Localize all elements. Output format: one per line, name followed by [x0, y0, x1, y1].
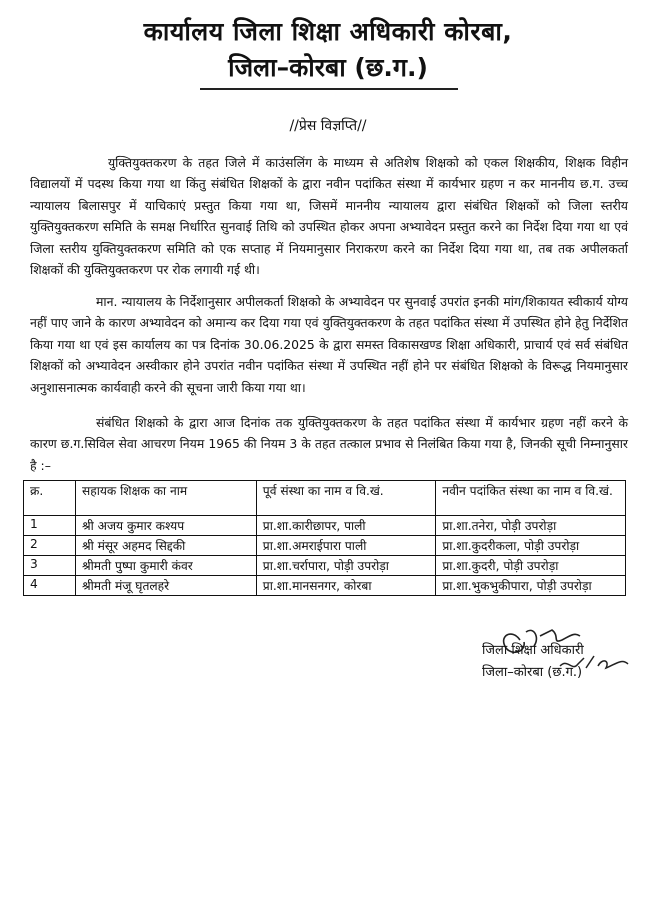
office-title: कार्यालय जिला शिक्षा अधिकारी कोरबा, [143, 17, 513, 46]
cell-new-school: प्रा.शा.तनेरा, पोड़ी उपरोड़ा [436, 516, 626, 536]
col-serial: क्र. [24, 481, 76, 516]
paragraph-2 [30, 291, 628, 398]
cell-serial: 2 [24, 536, 76, 556]
table-row [24, 536, 626, 556]
signatory-designation: जिला शिक्षा अधिकारी [482, 643, 584, 658]
header-underline [200, 88, 458, 90]
signatory-place: जिला–कोरबा (छ.ग.) [482, 665, 583, 680]
cell-previous-school: प्रा.शा.मानसनगर, कोरबा [256, 576, 436, 596]
paragraph-3 [30, 412, 628, 476]
paragraph-1-text: युक्तियुक्तकरण के तहत जिले में काउंसलिंग के माध्यम से अतिशेष शिक्षको को एकल शिक्षकीय, शिक्षक विहीन विद्यालयों में पदस्थ किया गया था किंतु संबंधित शिक्षकों के द्वारा नवीन पदांकित संस्था में कार्यभार ग्रहण न कर माननीय छ.ग. उच्च न्यायालय बिलासपुर में याचिकाएं प्रस्तुत किया गया था, जिसमें माननीय न्यायालय द्वारा संबंधित शिक्षकों को जिला स्तरीय युक्तियुक्तकरण समिति के समक्ष निर्धारित सुनवाई तिथि को उपस्थित होकर अपना अभ्यावेदन प्रस्तुत करने का निर्देश दिया गया था एवं जिला स्तरीय युक्तियुक्तकरण समिति को एक सप्ताह में नियमानुसार निराकरण करने का निर्देश दिया गया था, तब तक अपीलकर्ता शिक्षकों की युक्तियुक्तकरण पर रोक लगायी गई थी। [30, 155, 628, 278]
paragraph-1 [30, 152, 628, 280]
paragraph-3-text: संबंधित शिक्षको के द्वारा आज दिनांक तक युक्तियुक्तकरण के तहत पदांकित संस्था में कार्यभार ग्रहण नहीं करने के कारण छ.ग.सिविल सेवा आचरण नियम 1965 की नियम 3 के तहत तत्काल प्रभाव से निलंबित किया गया है, जिनकी सूची निम्नानुसार है :– [30, 415, 628, 473]
cell-teacher-name: श्रीमती मंजू घृतलहरे [75, 576, 256, 596]
table-header-row [24, 481, 626, 516]
col-teacher-name: सहायक शिक्षक का नाम [75, 481, 256, 516]
cell-teacher-name: श्री अजय कुमार कश्यप [75, 516, 256, 536]
cell-new-school: प्रा.शा.कुदरीकला, पोड़ी उपरोड़ा [436, 536, 626, 556]
table-row [24, 576, 626, 596]
suspended-teachers-table [23, 480, 626, 596]
col-new-school: नवीन पदांकित संस्था का नाम व वि.खं. [436, 481, 626, 516]
cell-teacher-name: श्री मंसूर अहमद सिद्दकी [75, 536, 256, 556]
paragraph-2-text: मान. न्यायालय के निर्देशानुसार अपीलकर्ता शिक्षको के अभ्यावेदन पर सुनवाई उपरांत इनकी मांग/शिकायत स्वीकार्य योग्य नहीं पाए जाने के कारण अभ्यावेदन को अमान्य कर दिया गया एवं युक्तियुक्तकरण के तहत पदांकित संस्था में उपस्थित होने हेतु निर्देशित किया गया था एवं इस कार्यालय का पत्र दिनांक 30.06.2025 के द्वारा समस्त विकासखण्ड शिक्षा अधिकारी, प्राचार्य एवं सर्व संबंधित शिक्षकों को अभ्यावेदन अस्वीकार होने उपरांत नवीन पदांकित संस्था में उपस्थित नहीं होने पर संबंधित शिक्षको के विरूद्ध नियमानुसार अनुशासनात्मक कार्यवाही करने की सूचना जारी किया गया था। [30, 294, 629, 395]
col-previous-school: पूर्व संस्था का नाम व वि.खं. [256, 481, 436, 516]
office-district: जिला–कोरबा (छ.ग.) [228, 53, 428, 82]
table-row [24, 516, 626, 536]
cell-previous-school: प्रा.शा.कारीछापर, पाली [256, 516, 436, 536]
cell-previous-school: प्रा.शा.चर्रापारा, पोड़ी उपरोड़ा [256, 556, 436, 576]
signature-block [482, 640, 584, 684]
cell-new-school: प्रा.शा.भुकभुकीपारा, पोड़ी उपरोड़ा [436, 576, 626, 596]
cell-serial: 4 [24, 576, 76, 596]
cell-teacher-name: श्रीमती पुष्पा कुमारी कंवर [75, 556, 256, 576]
table-row [24, 556, 626, 576]
cell-serial: 3 [24, 556, 76, 576]
press-release-title: //प्रेस विज्ञप्ति// [289, 118, 367, 134]
cell-serial: 1 [24, 516, 76, 536]
cell-new-school: प्रा.शा.कुदरी, पोड़ी उपरोड़ा [436, 556, 626, 576]
cell-previous-school: प्रा.शा.अमराईपारा पाली [256, 536, 436, 556]
